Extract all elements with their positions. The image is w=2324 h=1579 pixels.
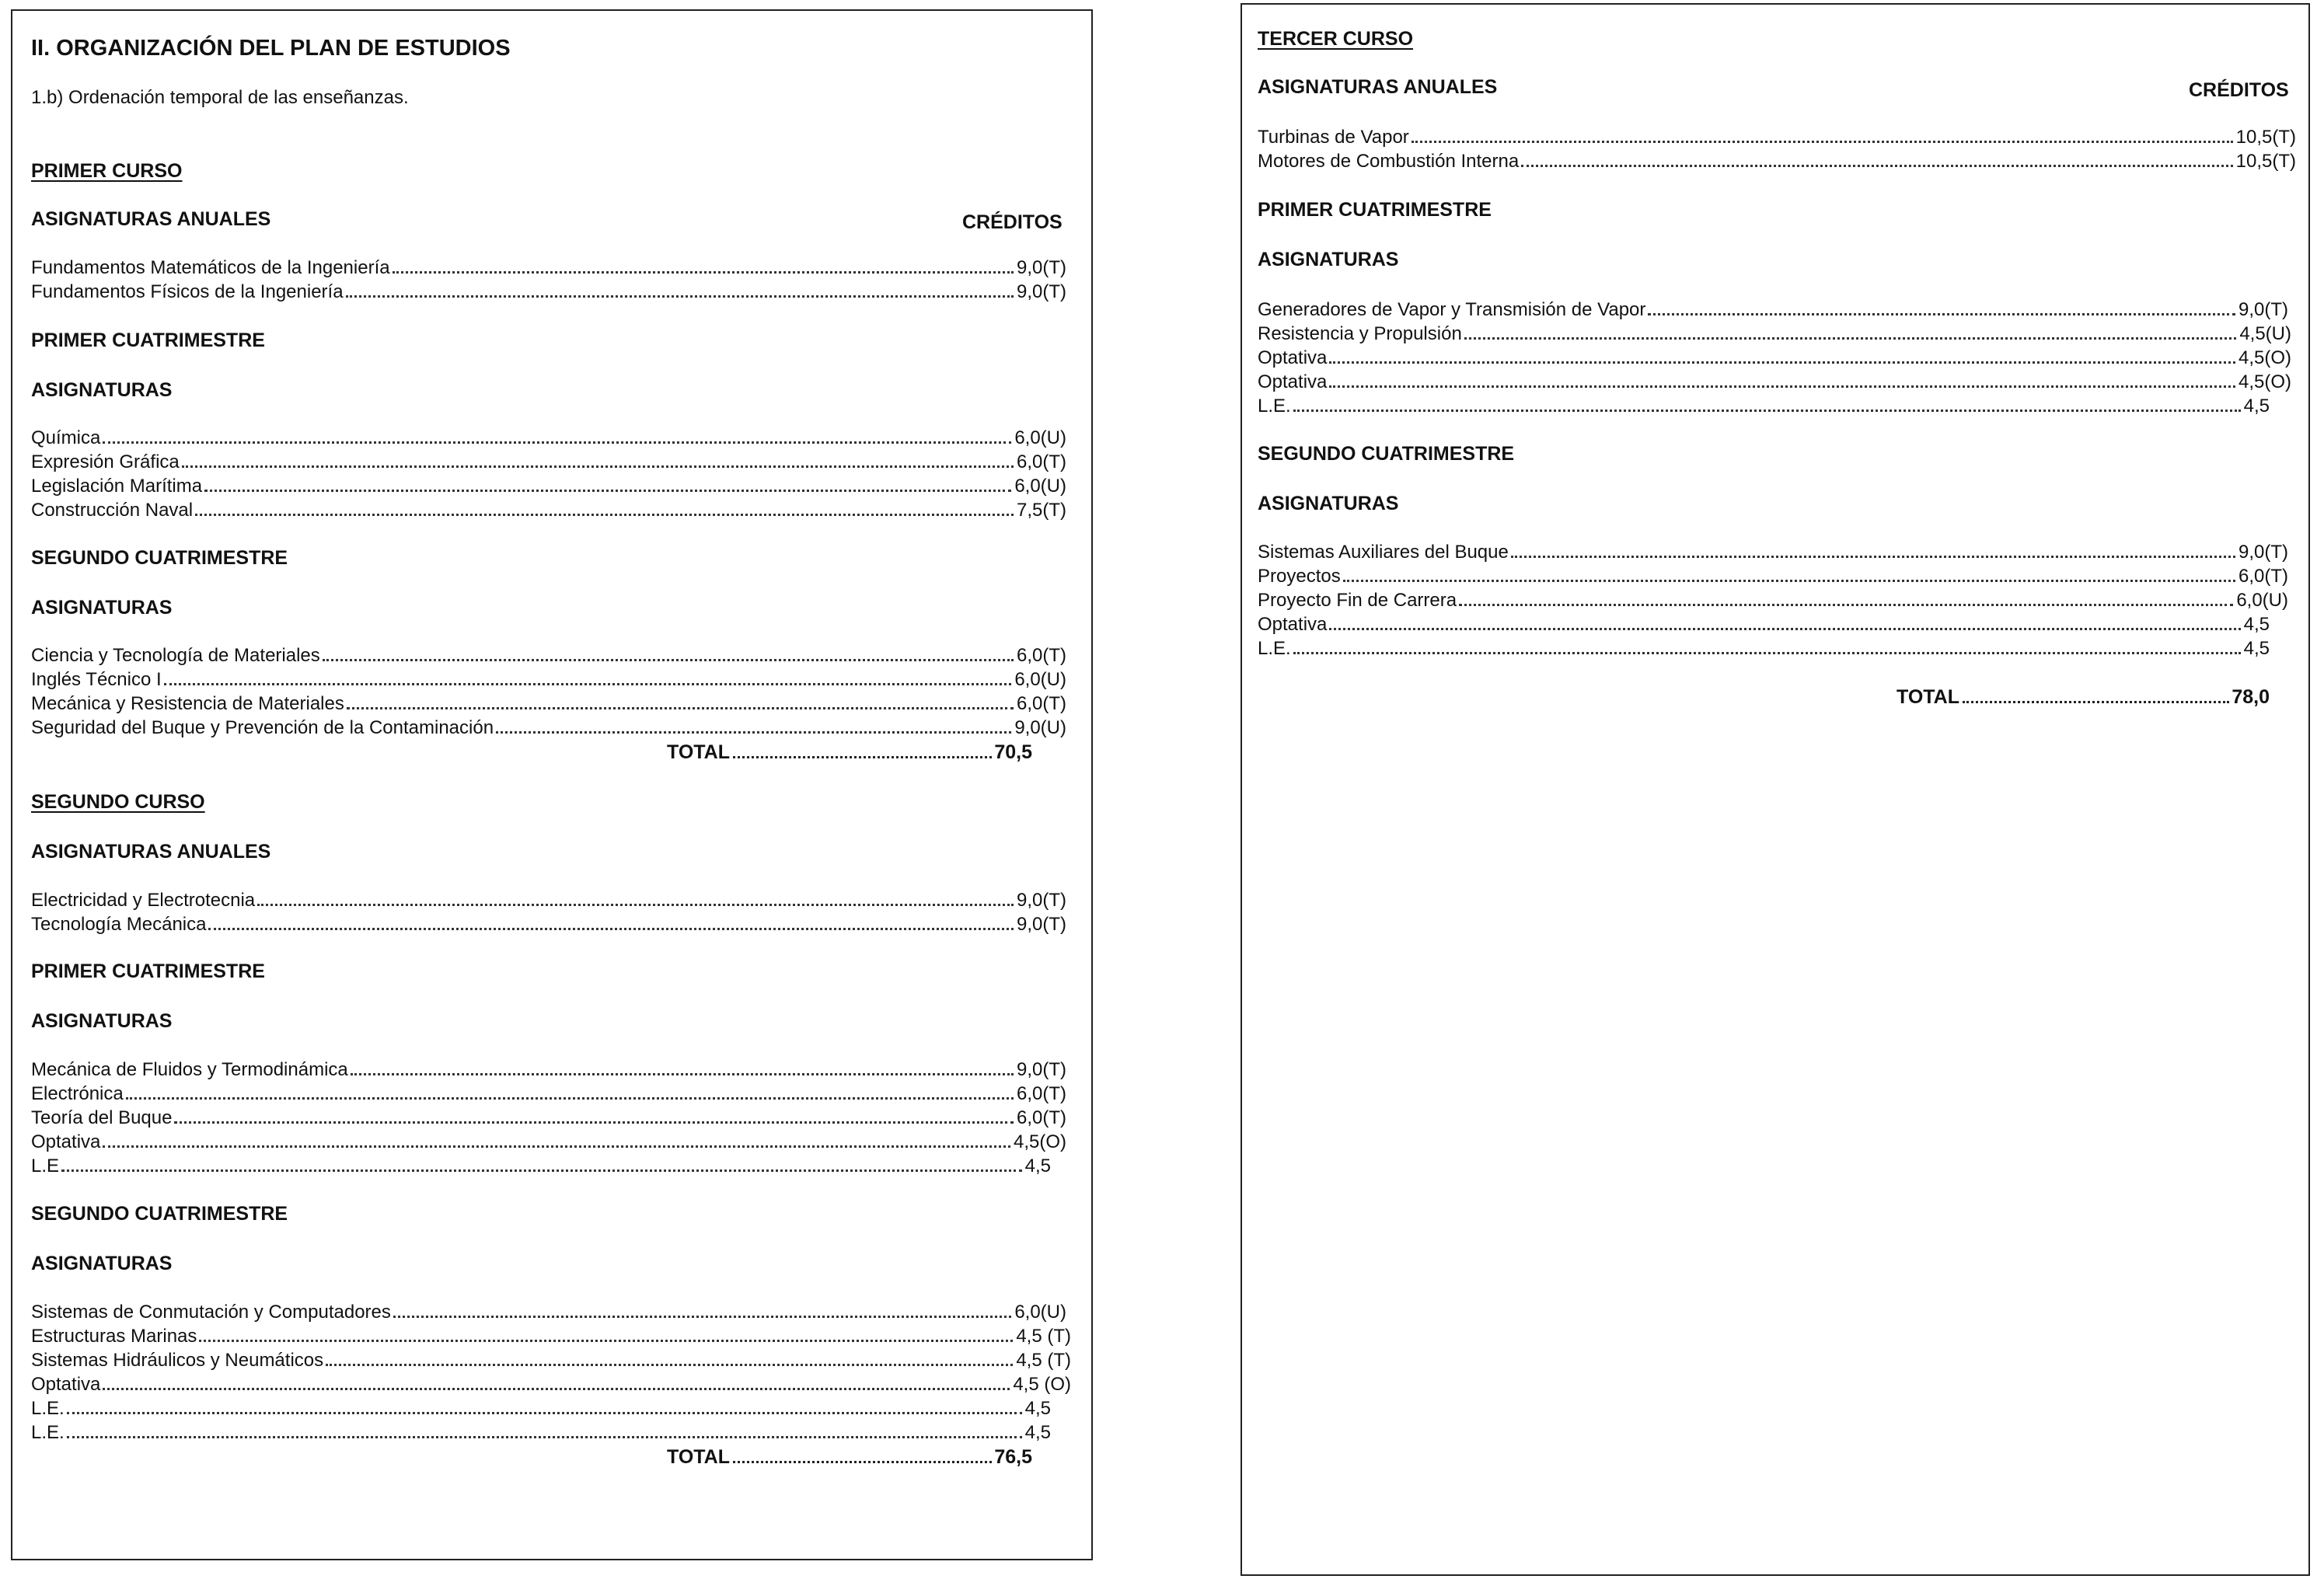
subject-credits: 9,0(T) xyxy=(2238,299,2288,320)
subject-name: Generadores de Vapor y Transmisión de Vapor xyxy=(1258,299,1646,320)
dot-leader xyxy=(257,904,1014,906)
subject-name: Estructuras Marinas xyxy=(31,1326,197,1347)
credits-column-heading: CRÉDITOS xyxy=(2189,79,2289,101)
document-title: II. ORGANIZACIÓN DEL PLAN DE ESTUDIOS xyxy=(31,36,511,61)
subject-name: Fundamentos Matemáticos de la Ingeniería xyxy=(31,257,390,278)
subject-row xyxy=(31,1301,1066,1324)
dot-leader xyxy=(733,756,992,758)
semester-heading: SEGUNDO CUATRIMESTRE xyxy=(31,547,288,569)
subject-row xyxy=(31,475,1066,498)
total-row xyxy=(667,1445,1032,1469)
subjects-heading: ASIGNATURAS xyxy=(31,597,173,619)
subject-name: Optativa xyxy=(31,1374,101,1395)
semester-heading: PRIMER CUATRIMESTRE xyxy=(31,960,265,982)
dot-leader xyxy=(393,271,1014,274)
semester-heading: PRIMER CUATRIMESTRE xyxy=(1258,199,1492,221)
subject-name: Teoría del Buque xyxy=(31,1107,173,1128)
subject-name: Optativa xyxy=(31,1131,101,1152)
dot-leader xyxy=(67,1436,1022,1438)
subject-row xyxy=(31,644,1066,668)
semester-heading: SEGUNDO CUATRIMESTRE xyxy=(1258,443,1515,465)
dot-leader xyxy=(208,928,1014,930)
subjects-heading: ASIGNATURAS xyxy=(31,1253,173,1274)
subject-credits: 4,5(O) xyxy=(1013,1131,1066,1152)
dot-leader xyxy=(1329,628,2240,630)
subject-name: Ciencia y Tecnología de Materiales xyxy=(31,645,320,666)
subject-name: Turbinas de Vapor xyxy=(1258,127,1409,148)
subject-row xyxy=(31,1421,1051,1445)
subject-name: Inglés Técnico I xyxy=(31,669,162,690)
subject-row xyxy=(1258,347,2291,370)
subject-credits: 6,0(T) xyxy=(1016,1083,1066,1104)
dot-leader xyxy=(67,1412,1022,1414)
subject-name: Optativa xyxy=(1258,371,1328,392)
subject-credits: 10,5(T) xyxy=(2235,127,2296,148)
subject-name: Seguridad del Buque y Prevención de la Contaminación xyxy=(31,717,494,738)
subject-credits: 9,0(T) xyxy=(1016,1059,1066,1080)
subject-credits: 4,5 xyxy=(1024,1155,1051,1176)
subject-row xyxy=(1258,322,2291,346)
subject-name: Optativa xyxy=(1258,347,1328,368)
dot-leader xyxy=(182,465,1014,468)
dot-leader xyxy=(199,1340,1013,1342)
subject-credits: 6,0(U) xyxy=(1014,427,1066,448)
annual-subjects-heading: ASIGNATURAS ANUALES xyxy=(1258,76,1498,98)
subject-credits: 4,5 (O) xyxy=(1013,1374,1071,1395)
subject-name: Legislación Marítima xyxy=(31,476,203,497)
subject-credits: 4,5(O) xyxy=(2238,371,2291,392)
total-row xyxy=(667,741,1032,764)
year-heading-segundo-curso: SEGUNDO CURSO xyxy=(31,791,205,813)
subject-name: Proyecto Fin de Carrera xyxy=(1258,590,1457,611)
subject-row xyxy=(31,1082,1066,1106)
subject-name: Proyectos xyxy=(1258,566,1341,587)
semester-heading: PRIMER CUATRIMESTRE xyxy=(31,329,265,351)
subject-row xyxy=(31,1349,1071,1372)
subject-name: Sistemas Hidráulicos y Neumáticos xyxy=(31,1350,324,1371)
subject-row xyxy=(1258,126,2296,149)
subject-credits: 10,5(T) xyxy=(2235,151,2296,172)
subject-name: L.E. xyxy=(1258,638,1291,659)
subject-credits: 9,0(T) xyxy=(2238,542,2288,563)
left-page xyxy=(11,9,1093,1560)
total-value: 76,5 xyxy=(994,1446,1032,1468)
dot-leader xyxy=(61,1169,1022,1172)
dot-leader xyxy=(326,1364,1013,1366)
dot-leader xyxy=(195,514,1014,516)
subject-credits: 4,5 (T) xyxy=(1016,1326,1071,1347)
subject-credits: 9,0(T) xyxy=(1016,257,1066,278)
total-value: 78,0 xyxy=(2232,686,2270,708)
subject-credits: 4,5 xyxy=(2243,614,2270,635)
subject-row xyxy=(31,1155,1051,1178)
subject-name: Tecnología Mecánica xyxy=(31,914,207,935)
subject-row xyxy=(31,1373,1071,1396)
subject-row xyxy=(31,499,1066,522)
subject-name: Electricidad y Electrotecnia xyxy=(31,890,256,911)
dot-leader xyxy=(174,1121,1014,1124)
subject-credits: 7,5(T) xyxy=(1016,500,1066,521)
dot-leader xyxy=(103,441,1011,444)
subject-row xyxy=(1258,150,2296,173)
year-heading-primer-curso: PRIMER CURSO xyxy=(31,160,183,182)
subject-row xyxy=(1258,637,2270,661)
subject-name: Expresión Gráfica xyxy=(31,451,180,472)
subjects-heading: ASIGNATURAS xyxy=(31,1010,173,1032)
subject-credits: 4,5 xyxy=(1024,1422,1051,1443)
subject-row xyxy=(1258,589,2288,612)
subject-name: Sistemas Auxiliares del Buque xyxy=(1258,542,1509,563)
subject-credits: 6,0(T) xyxy=(1016,645,1066,666)
subjects-heading: ASIGNATURAS xyxy=(1258,493,1399,514)
subject-credits: 4,5 xyxy=(1024,1398,1051,1419)
dot-leader xyxy=(126,1097,1014,1100)
subject-row xyxy=(31,451,1066,474)
subject-row xyxy=(31,1131,1066,1154)
subject-credits: 4,5(U) xyxy=(2239,323,2291,344)
semester-heading: SEGUNDO CUATRIMESTRE xyxy=(31,1203,288,1225)
dot-leader xyxy=(1293,652,2241,654)
subject-credits: 6,0(T) xyxy=(1016,1107,1066,1128)
subject-row xyxy=(31,692,1066,716)
subject-row xyxy=(1258,613,2270,636)
subject-credits: 9,0(T) xyxy=(1016,890,1066,911)
dot-leader xyxy=(323,659,1014,661)
subject-credits: 6,0(U) xyxy=(2236,590,2288,611)
subject-row xyxy=(31,1325,1071,1348)
document-subtitle: 1.b) Ordenación temporal de las enseñanzas. xyxy=(31,87,409,108)
dot-leader xyxy=(496,731,1011,734)
dot-leader xyxy=(1293,410,2241,412)
dot-leader xyxy=(1464,337,2237,340)
subject-row xyxy=(1258,371,2291,394)
subject-name: Resistencia y Propulsión xyxy=(1258,323,1462,344)
total-label: TOTAL xyxy=(1897,686,1960,708)
subject-row xyxy=(31,1058,1066,1082)
right-page xyxy=(1241,3,2310,1576)
subject-name: Química xyxy=(31,427,101,448)
subject-row xyxy=(31,427,1066,450)
subject-credits: 4,5 xyxy=(2243,396,2270,417)
subjects-heading: ASIGNATURAS xyxy=(31,379,173,401)
subject-row xyxy=(31,668,1066,692)
dot-leader xyxy=(1648,313,2235,315)
dot-leader xyxy=(1521,165,2232,167)
subject-name: L.E. xyxy=(1258,396,1291,417)
dot-leader xyxy=(164,683,1012,685)
subject-credits: 4,5 (T) xyxy=(1016,1350,1071,1371)
subject-row xyxy=(31,256,1066,280)
subject-row xyxy=(31,913,1066,936)
subject-credits: 4,5(O) xyxy=(2238,347,2291,368)
annual-subjects-heading: ASIGNATURAS ANUALES xyxy=(31,841,271,863)
subject-name: L.E. xyxy=(31,1422,65,1443)
dot-leader xyxy=(1411,141,2233,143)
dot-leader xyxy=(204,490,1011,492)
subject-name: Mecánica de Fluidos y Termodinámica xyxy=(31,1059,348,1080)
subject-credits: 6,0(U) xyxy=(1014,669,1066,690)
subject-row xyxy=(31,1397,1051,1420)
total-label: TOTAL xyxy=(667,741,731,763)
dot-leader xyxy=(1343,580,2235,582)
dot-leader xyxy=(103,1388,1010,1390)
dot-leader xyxy=(351,1073,1014,1075)
total-label: TOTAL xyxy=(667,1446,731,1468)
subjects-heading: ASIGNATURAS xyxy=(1258,249,1399,270)
subject-name: Mecánica y Resistencia de Materiales xyxy=(31,693,344,714)
subject-credits: 9,0(T) xyxy=(1016,281,1066,302)
subject-credits: 6,0(T) xyxy=(1016,451,1066,472)
subject-row xyxy=(31,1107,1066,1130)
subject-credits: 9,0(T) xyxy=(1016,914,1066,935)
dot-leader xyxy=(346,295,1014,298)
subject-row xyxy=(1258,298,2288,322)
annual-subjects-heading: ASIGNATURAS ANUALES xyxy=(31,208,271,230)
total-row xyxy=(1897,685,2270,709)
dot-leader xyxy=(1329,361,2235,364)
subject-credits: 6,0(T) xyxy=(2238,566,2288,587)
subject-name: Optativa xyxy=(1258,614,1328,635)
credits-column-heading: CRÉDITOS xyxy=(962,211,1063,233)
total-value: 70,5 xyxy=(994,741,1032,763)
subject-name: Motores de Combustión Interna xyxy=(1258,151,1520,172)
subject-row xyxy=(1258,565,2288,588)
subject-credits: 6,0(U) xyxy=(1014,1302,1066,1323)
subject-name: Electrónica xyxy=(31,1083,124,1104)
dot-leader xyxy=(733,1461,992,1463)
subject-row xyxy=(1258,395,2270,418)
subject-credits: 4,5 xyxy=(2243,638,2270,659)
dot-leader xyxy=(1329,385,2235,388)
dot-leader xyxy=(1459,604,2233,606)
subject-row xyxy=(31,281,1066,304)
subject-name: Construcción Naval xyxy=(31,500,194,521)
dot-leader xyxy=(1963,701,2229,703)
dot-leader xyxy=(393,1316,1011,1318)
dot-leader xyxy=(347,707,1014,709)
dot-leader xyxy=(103,1145,1010,1148)
subject-credits: 6,0(U) xyxy=(1014,476,1066,497)
subject-row xyxy=(31,716,1066,740)
subject-name: Fundamentos Físicos de la Ingeniería xyxy=(31,281,344,302)
subject-credits: 6,0(T) xyxy=(1016,693,1066,714)
subject-row xyxy=(1258,541,2288,564)
subject-name: Sistemas de Conmutación y Computadores xyxy=(31,1302,391,1323)
year-heading-tercer-curso: TERCER CURSO xyxy=(1258,28,1414,50)
subject-row xyxy=(31,889,1066,912)
dot-leader xyxy=(1511,556,2235,558)
subject-credits: 9,0(U) xyxy=(1014,717,1066,738)
subject-name: L.E xyxy=(31,1155,60,1176)
subject-name: L.E. xyxy=(31,1398,65,1419)
